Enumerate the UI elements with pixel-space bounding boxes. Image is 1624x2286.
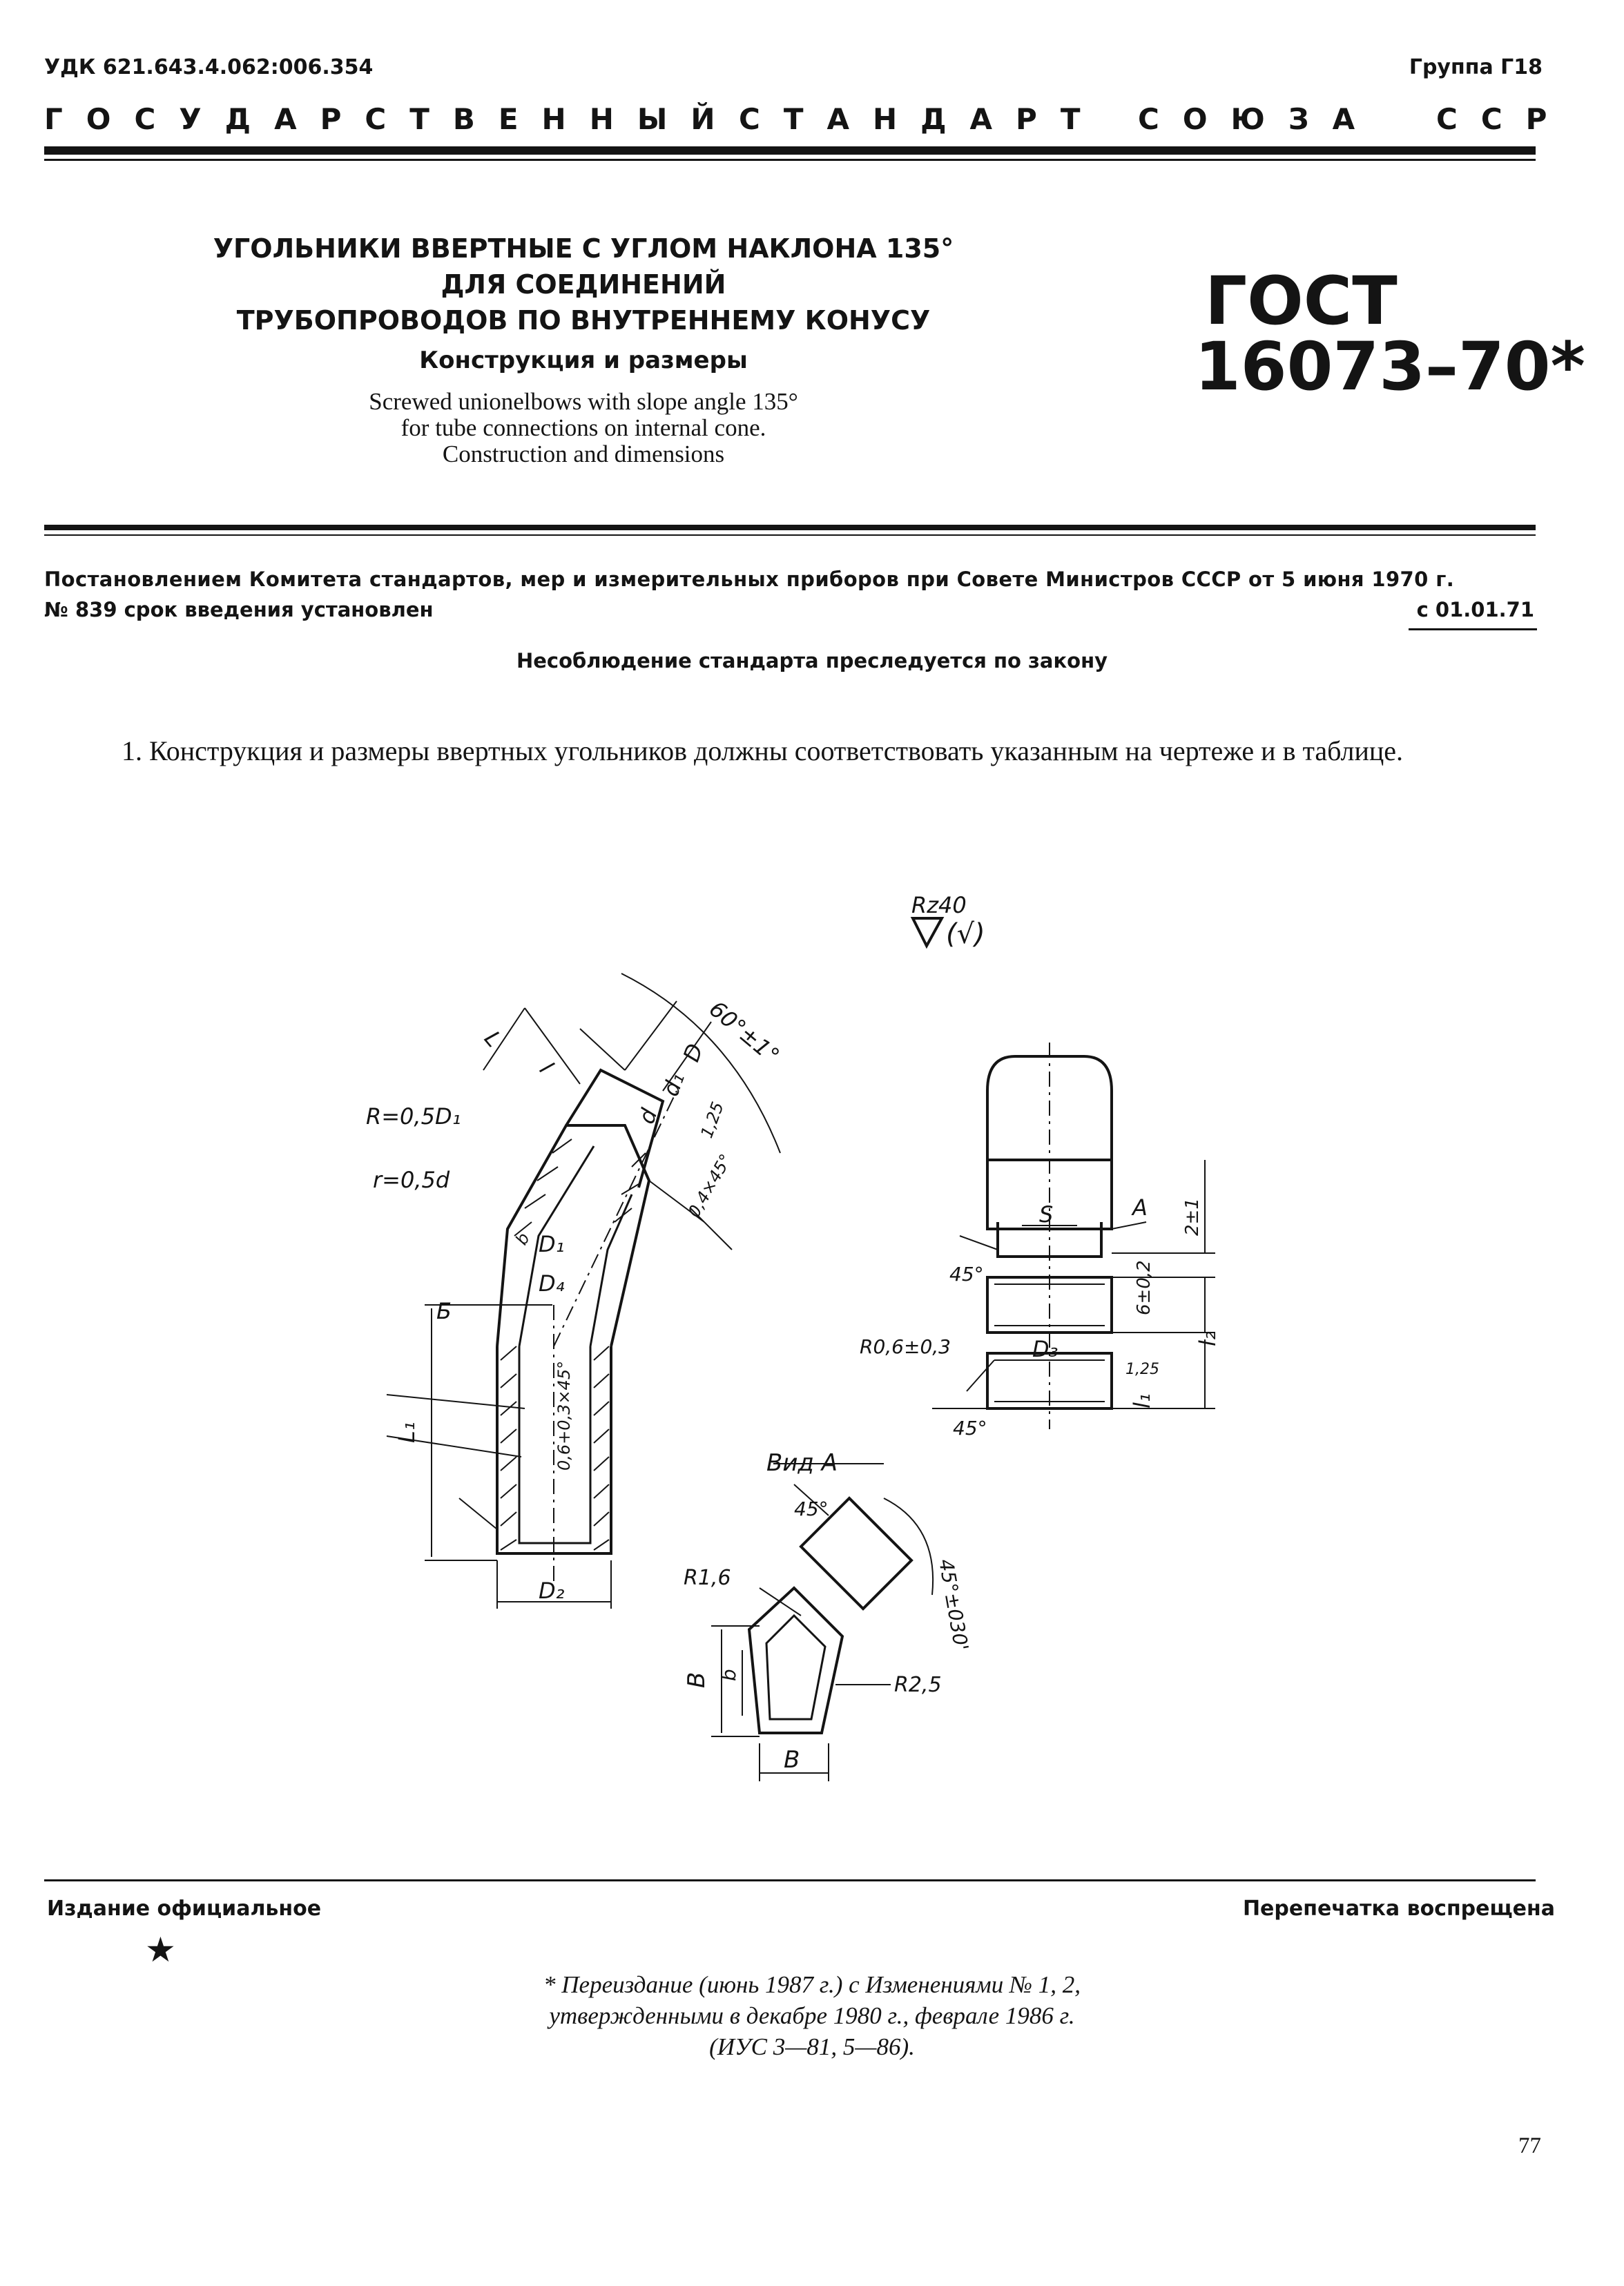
title-line-2: ДЛЯ СОЕДИНЕНИЙ [441,269,726,300]
header-word-state: ГОСУДАРСТВЕННЫЙ [44,102,739,136]
header-word-union: СОЮЗА [1138,102,1379,136]
dim-d: d [632,1105,663,1127]
dim-l: l [534,1056,559,1078]
dim-groove: 0,6+0,3×45° [554,1360,574,1471]
dim-chamfer-45: 45° [949,1263,984,1286]
header-word-standard: СТАНДАРТ [739,102,1104,136]
page-number: 77 [1518,2133,1541,2158]
view-a-angle-45: 45° [794,1498,829,1520]
gost-number: 16073–70* [1195,328,1585,405]
dim-thread-1-25-side: 1,25 [1125,1361,1159,1378]
dim-6-0-2: 6±0,2 [1134,1260,1154,1315]
decree-date-rule [1409,628,1537,630]
reprint-prohibited: Перепечатка воспрещена [1242,1897,1555,1921]
dim-D3: D₃ [1032,1336,1058,1362]
dim-L: L [478,1025,508,1052]
header-rule-thick [44,146,1536,155]
dim-L1: L₁ [394,1422,420,1443]
view-a-R2-5: R2,5 [894,1673,942,1697]
decree-date: с 01.01.71 [1416,598,1534,621]
dim-l2: l₂ [1195,1331,1221,1346]
dim-2-1: 2±1 [1182,1198,1203,1236]
dim-D4: D₄ [539,1270,565,1297]
view-a-b: b [717,1669,740,1681]
dim-S: S [1039,1201,1054,1228]
dim-chamfer: 0,4×45° [684,1150,736,1221]
header-rule-thin [44,159,1536,161]
dim-R: R=0,5D₁ [366,1103,461,1130]
decree-line-1: Постановлением Комитета стандартов, мер и измерительных приборов при Совете Министров СССР от 5 июня 1970 г. [44,568,1455,591]
title-en-line-3: Construction and dimensions [442,440,725,467]
view-a-R1-6: R1,6 [684,1566,731,1590]
udk-code: УДК 621.643.4.062:006.354 [44,55,374,79]
title-rule-thick [44,525,1536,530]
title-en-line-1: Screwed unionelbows with slope angle 135° [369,388,798,415]
dim-angle-60: 60°±1° [704,996,785,1069]
dim-thread-1-25: 1,25 [697,1099,728,1141]
dim-D1: D₁ [539,1231,565,1257]
star-icon: ★ [145,1930,176,1970]
view-a-title: Вид А [766,1449,838,1477]
title-subtitle: Конструкция и размеры [419,347,748,374]
reissue-note-1: * Переиздание (июнь 1987 г.) с Изменениями № 1, 2, [543,1971,1081,1998]
footer-rule [44,1879,1536,1881]
dim-l1: l₁ [1129,1393,1155,1408]
law-warning: Несоблюдение стандарта преследуется по закону [516,649,1108,672]
dim-R0-6: R0,6±0,3 [860,1335,951,1358]
title-line-1: УГОЛЬНИКИ ВВЕРТНЫЕ С УГЛОМ НАКЛОНА 135° [213,233,954,264]
decree-line-2: № 839 срок введения установлен [44,598,434,621]
elbow-side-view [932,1043,1215,1429]
view-a-B: В [683,1672,710,1688]
gost-label: ГОСТ [1205,262,1398,340]
title-en-line-2: for tube connections on internal cone. [400,414,766,441]
view-a-B-bottom: В [784,1746,800,1774]
dim-D: D [677,1040,708,1065]
roughness-sub: (√) [946,918,985,950]
title-line-3: ТРУБОПРОВОДОВ ПО ВНУТРЕННЕМУ КОНУСУ [236,305,931,336]
dim-b: b [511,1229,534,1248]
technical-drawing [0,863,1624,1843]
reissue-note-2: утвержденными в декабре 1980 г., феврале 1986 г. [549,2002,1075,2029]
official-edition: Издание официальное [47,1897,322,1921]
view-a-angle: 45°±030' [934,1557,973,1653]
dim-d1: d₁ [657,1069,690,1100]
group-code: Группа Г18 [1409,55,1543,79]
dim-r: r=0,5d [373,1167,450,1193]
label-B: Б [436,1298,452,1324]
paragraph-1: 1. Конструкция и размеры ввертных угольников должны соответствовать указанным на чертеже и в таблице. [122,735,1404,766]
dim-D2: D₂ [539,1578,565,1604]
roughness-label: Rz40 [911,892,967,918]
header-word-ussr: ССР [1436,102,1571,136]
elbow-main-view [387,974,780,1609]
view-marker-A: A [1132,1194,1148,1221]
dim-chamfer-45-b: 45° [953,1417,987,1440]
reissue-note-3: (ИУС 3—81, 5—86). [709,2033,915,2060]
roughness-triangle-icon [913,918,942,946]
title-rule-thin [44,534,1536,536]
